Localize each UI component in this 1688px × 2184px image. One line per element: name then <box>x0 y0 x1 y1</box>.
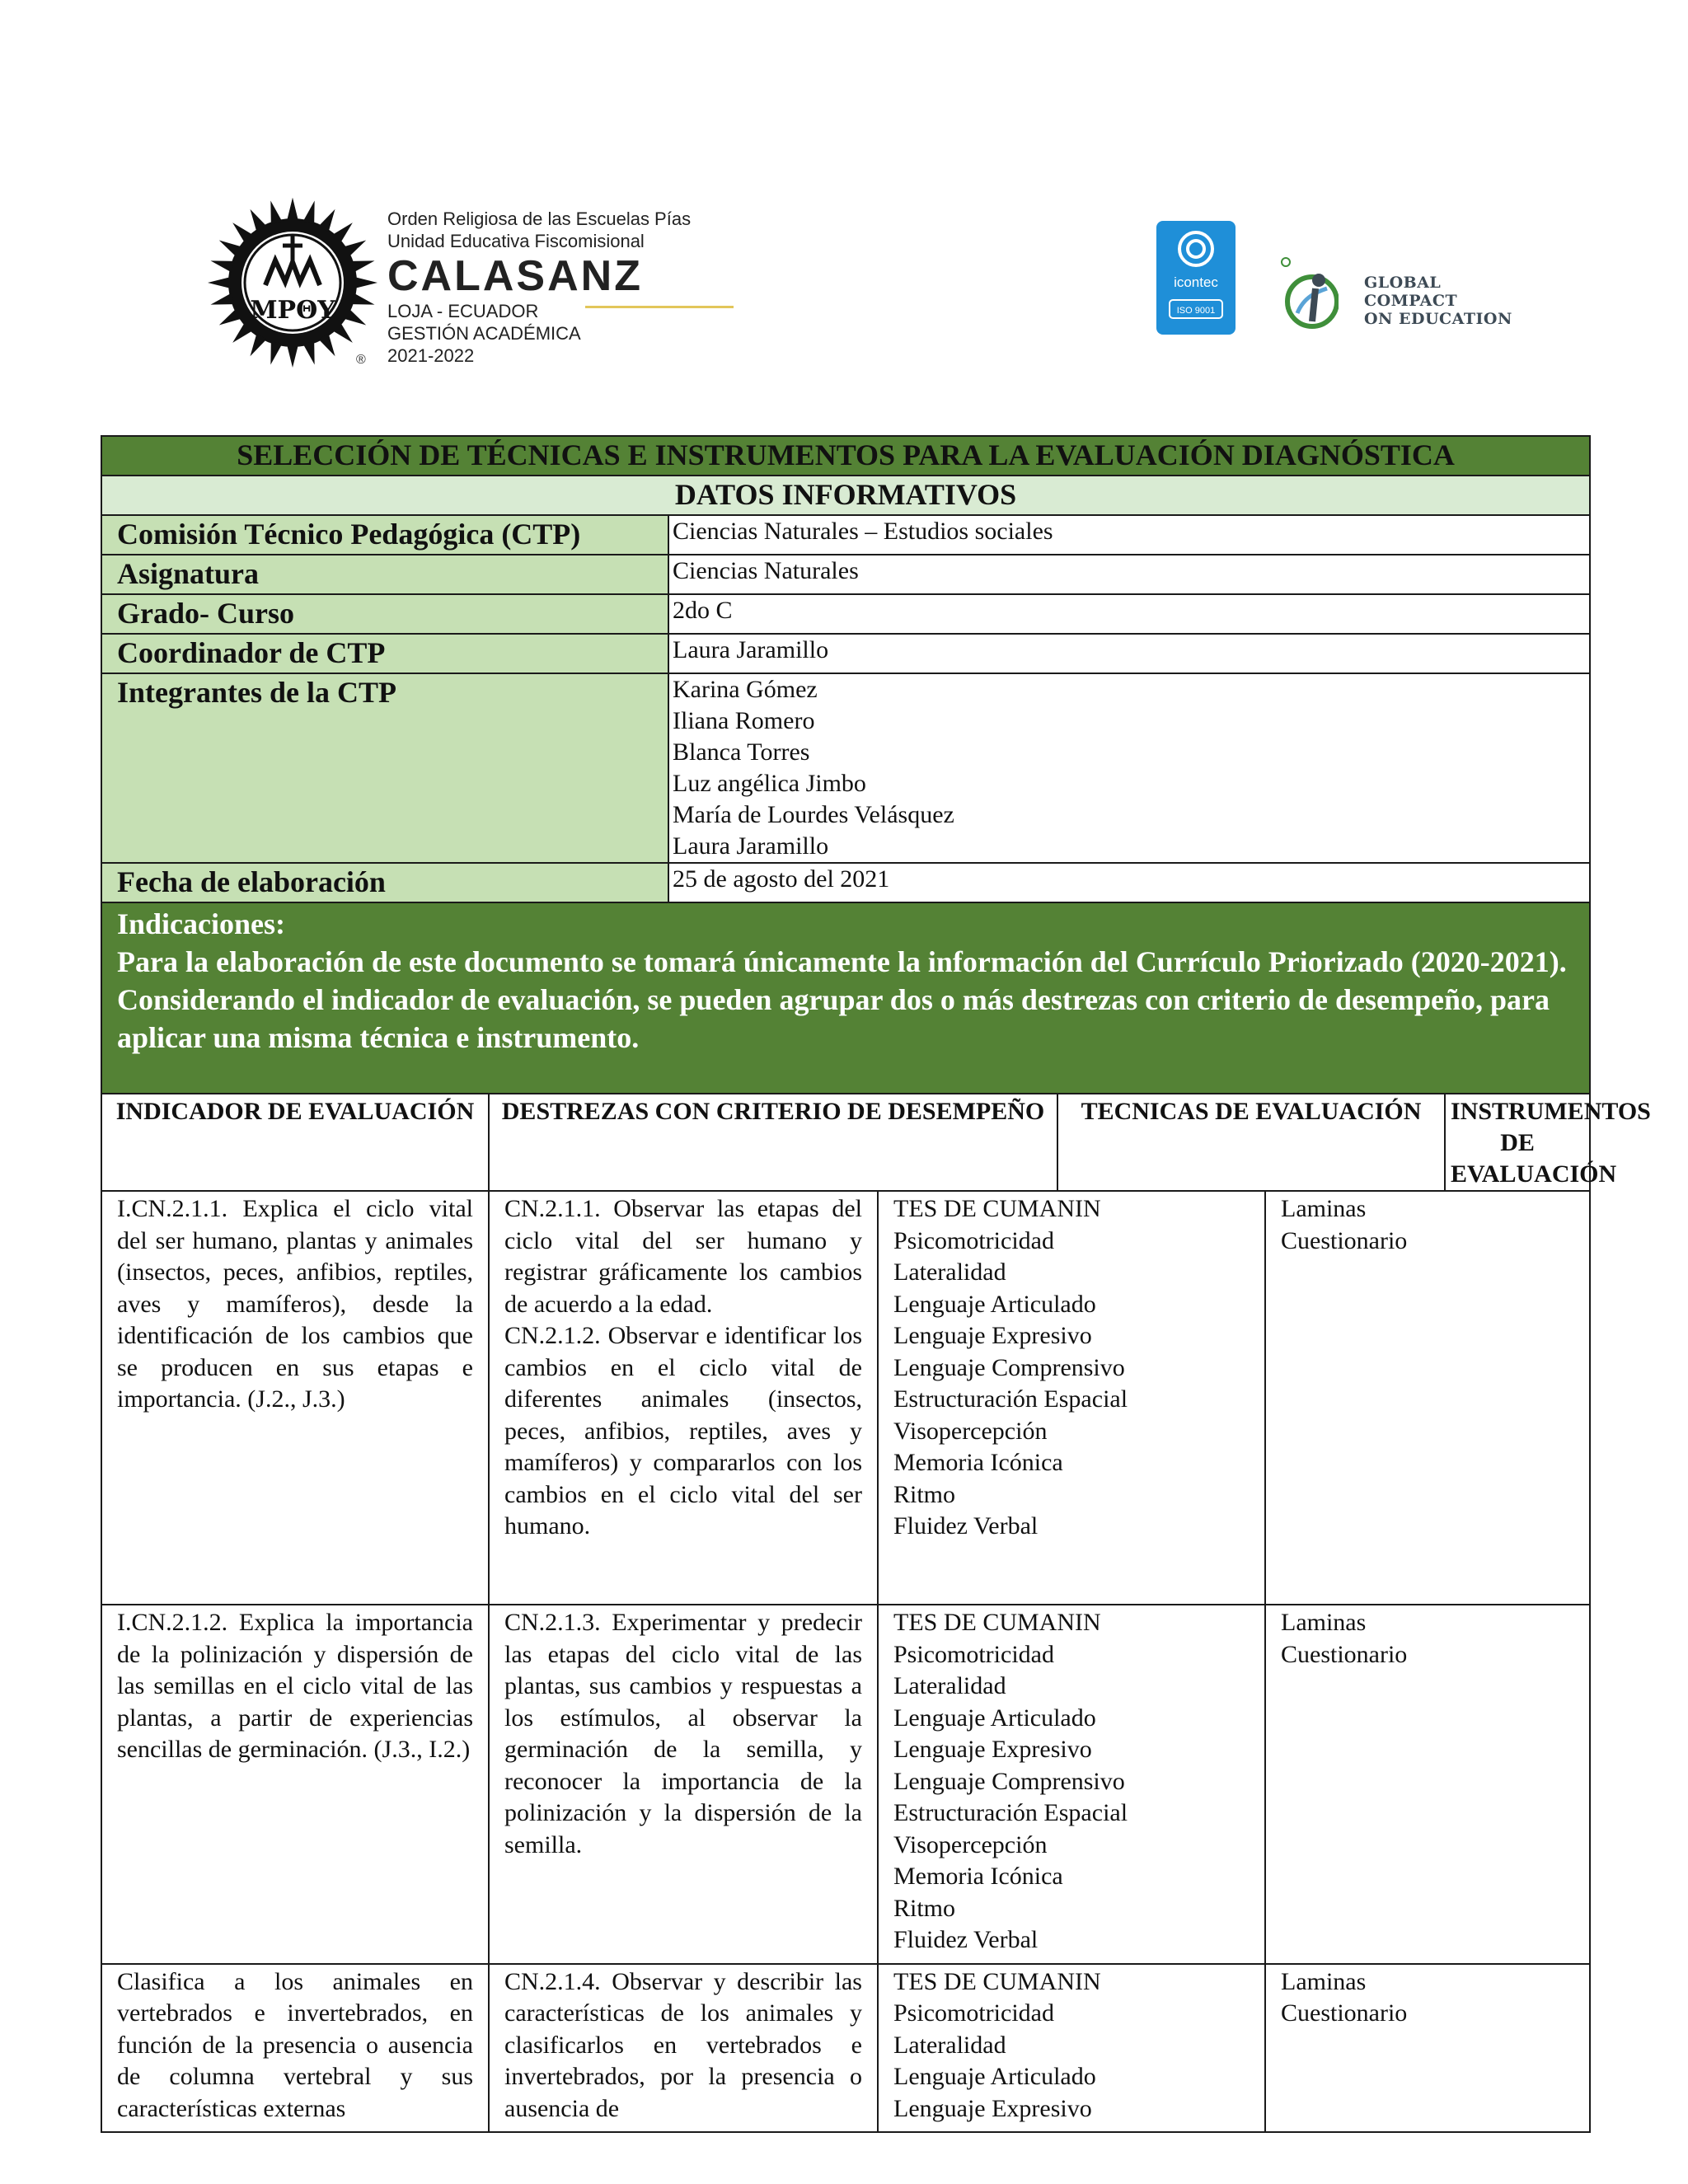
technique-item: Lateralidad <box>893 1672 1006 1699</box>
instrument-item: Cuestionario <box>1281 1999 1408 2027</box>
ctp-value: Ciencias Naturales – Estudios sociales <box>668 515 1590 555</box>
technique-item: Lenguaje Articulado <box>893 1290 1096 1318</box>
instruments-cell <box>1265 1191 1590 1605</box>
member-name: Karina Gómez <box>673 676 818 703</box>
members-list <box>668 673 1590 863</box>
info-row-date <box>101 863 1590 902</box>
subject-value: Ciencias Naturales <box>668 555 1590 594</box>
org-location: LOJA - ECUADOR <box>387 301 539 321</box>
technique-item: Psicomotricidad <box>893 1640 1054 1668</box>
indications-text-1: Para la elaboración de este documento se tomará únicamente la información del Currículo Priorizado (2020-2021). <box>117 945 1567 978</box>
technique-item: Ritmo <box>893 1480 956 1508</box>
techniques-cell <box>878 1605 1265 1964</box>
table-row <box>101 1605 1590 1964</box>
col-header-instruments: INSTRUMENTOS DE EVALUACIÓN <box>1445 1094 1590 1193</box>
col-header-skills: DESTREZAS CON CRITERIO DE DESEMPEÑO <box>489 1094 1057 1193</box>
icontec-label: icontec <box>1174 274 1218 290</box>
org-department: GESTIÓN ACADÉMICA <box>387 323 581 344</box>
organization-heading <box>387 208 691 367</box>
grade-value: 2do C <box>668 594 1590 634</box>
icontec-iso-label: ISO 9001 <box>1176 306 1216 316</box>
skills-cell: CN.2.1.3. Experimentar y predecir las etapas del ciclo vital de las plantas, sus cambios y respuestas a los estímulos, al observar la germinación de la semilla, y reconocer la importancia de la polinización y la dispersión de la semilla. <box>489 1605 878 1964</box>
calasanz-seal-logo <box>206 196 379 369</box>
col-header-indicator: INDICADOR DE EVALUACIÓN <box>101 1094 489 1193</box>
indicator-cell: I.CN.2.1.2. Explica la importancia de la polinización y dispersión de las semillas en el ciclo vital de las plantas, a partir de experiencias sencillas de germinación. (J.3., I.2.) <box>101 1605 489 1964</box>
technique-item: TES DE CUMANIN <box>893 1609 1101 1636</box>
indicator-cell: I.CN.2.1.1. Explica el ciclo vital del ser humano, plantas y animales (insectos, peces, anfibios, reptiles, aves y mamíferos), desde la identificación de los cambios que se producen en sus etapas e importancia. (J.2., J.3.) <box>101 1191 489 1605</box>
instrument-item: Cuestionario <box>1281 1640 1408 1668</box>
date-value: 25 de agosto del 2021 <box>668 863 1590 902</box>
technique-item: Lenguaje Articulado <box>893 1704 1096 1732</box>
icontec-certification-logo <box>1156 221 1236 336</box>
org-name: CALASANZ <box>387 252 643 300</box>
instruments-cell <box>1265 1964 1590 2133</box>
technique-item: Psicomotricidad <box>893 1226 1054 1254</box>
instrument-item: Cuestionario <box>1281 1226 1408 1254</box>
table-row <box>101 1964 1590 2133</box>
gce-line-2: COMPACT <box>1364 292 1458 310</box>
coordinator-value: Laura Jaramillo <box>668 634 1590 673</box>
technique-item: TES DE CUMANIN <box>893 1195 1101 1222</box>
technique-item: Memoria Icónica <box>893 1863 1063 1890</box>
skills-cell: CN.2.1.4. Observar y describir las características de los animales y clasificarlos en vertebrados e invertebrados, por la presencia o ausencia de <box>489 1964 878 2133</box>
technique-item: Visopercepción <box>893 1830 1048 1858</box>
technique-item: Lenguaje Expresivo <box>893 1322 1092 1349</box>
gce-line-1: GLOBAL <box>1364 274 1442 292</box>
member-name: Blanca Torres <box>673 738 810 766</box>
techniques-cell <box>878 1191 1265 1605</box>
info-row-coordinator <box>101 634 1590 673</box>
technique-item: Visopercepción <box>893 1417 1048 1445</box>
document-title: SELECCIÓN DE TÉCNICAS E INSTRUMENTOS PARA LA EVALUACIÓN DIAGNÓSTICA <box>101 436 1590 476</box>
gce-line-3: ON EDUCATION <box>1364 310 1512 328</box>
table-row <box>101 1191 1590 1605</box>
global-compact-text <box>1364 274 1512 328</box>
seal-monogram-text: MPΘY <box>250 296 335 325</box>
technique-item: Lateralidad <box>893 1258 1006 1286</box>
members-label: Integrantes de la CTP <box>101 673 668 863</box>
info-row-members <box>101 673 1590 863</box>
technique-item: Lenguaje Comprensivo <box>893 1353 1125 1381</box>
org-line-1: Orden Religiosa de las Escuelas Pías <box>387 209 692 229</box>
technique-item: Lenguaje Comprensivo <box>893 1767 1125 1795</box>
global-compact-education-logo <box>1279 255 1339 341</box>
skill-text: CN.2.1.2. Observar e identificar los cambios en el ciclo vital de diferentes animales (insectos, peces, anfibios, reptiles, aves y mamíferos) y compararlos con los cambios en el ciclo vital del ser humano. <box>504 1322 862 1540</box>
techniques-cell <box>878 1964 1265 2133</box>
org-years: 2021-2022 <box>387 345 475 366</box>
section-heading-row <box>101 476 1590 515</box>
skills-cell <box>489 1191 878 1605</box>
indicator-cell: Clasifica a los animales en vertebrados e invertebrados, en función de la presencia o ausencia de columna vertebral y sus características externas <box>101 1964 489 2133</box>
grade-label: Grado- Curso <box>101 594 668 634</box>
technique-item: TES DE CUMANIN <box>893 1967 1101 1995</box>
technique-item: Fluidez Verbal <box>893 1926 1039 1953</box>
section-heading: DATOS INFORMATIVOS <box>101 476 1590 515</box>
technique-item: Fluidez Verbal <box>893 1512 1039 1540</box>
col-header-techniques: TECNICAS DE EVALUACIÓN <box>1057 1094 1445 1193</box>
member-name: Laura Jaramillo <box>673 832 829 860</box>
registered-mark: ® <box>356 353 366 367</box>
indications-block <box>101 902 1590 1094</box>
technique-item: Psicomotricidad <box>893 1999 1054 2027</box>
indications-text-2: Considerando el indicador de evaluación, se pueden agrupar dos o más destrezas con criterio de desempeño, para aplicar una misma técnica e instrumento. <box>117 983 1550 1054</box>
indications-row <box>101 902 1590 1094</box>
instrument-item: Laminas <box>1281 1967 1367 1995</box>
info-row-grade <box>101 594 1590 634</box>
technique-item: Lateralidad <box>893 2031 1006 2059</box>
instruments-cell <box>1265 1605 1590 1964</box>
ctp-label: Comisión Técnico Pedagógica (CTP) <box>101 515 668 555</box>
skill-text: CN.2.1.1. Observar las etapas del ciclo vital del ser humano y registrar gráficamente los cambios de acuerdo a la edad. <box>504 1195 862 1318</box>
date-label: Fecha de elaboración <box>101 863 668 902</box>
evaluation-selection-table <box>101 435 1651 1193</box>
instrument-item: Laminas <box>1281 1609 1367 1636</box>
info-row-subject <box>101 555 1590 594</box>
coordinator-label: Coordinador de CTP <box>101 634 668 673</box>
org-line-2: Unidad Educativa Fiscomisional <box>387 231 645 251</box>
indications-heading: Indicaciones: <box>117 907 286 940</box>
technique-item: Estructuración Espacial <box>893 1385 1128 1413</box>
technique-item: Lenguaje Expresivo <box>893 2094 1092 2122</box>
technique-item: Lenguaje Expresivo <box>893 1736 1092 1763</box>
instrument-item: Laminas <box>1281 1195 1367 1222</box>
evaluation-body-table <box>101 1190 1591 2133</box>
member-name: María de Lourdes Velásquez <box>673 801 954 828</box>
info-row-ctp <box>101 515 1590 555</box>
technique-item: Lenguaje Articulado <box>893 2063 1096 2090</box>
technique-item: Ritmo <box>893 1894 956 1922</box>
technique-item: Estructuración Espacial <box>893 1799 1128 1826</box>
subject-label: Asignatura <box>101 555 668 594</box>
column-header-row <box>101 1094 1590 1193</box>
gold-divider <box>585 306 734 308</box>
member-name: Luz angélica Jimbo <box>673 770 866 797</box>
member-name: Iliana Romero <box>673 707 815 734</box>
document-title-row <box>101 436 1590 476</box>
technique-item: Memoria Icónica <box>893 1449 1063 1476</box>
